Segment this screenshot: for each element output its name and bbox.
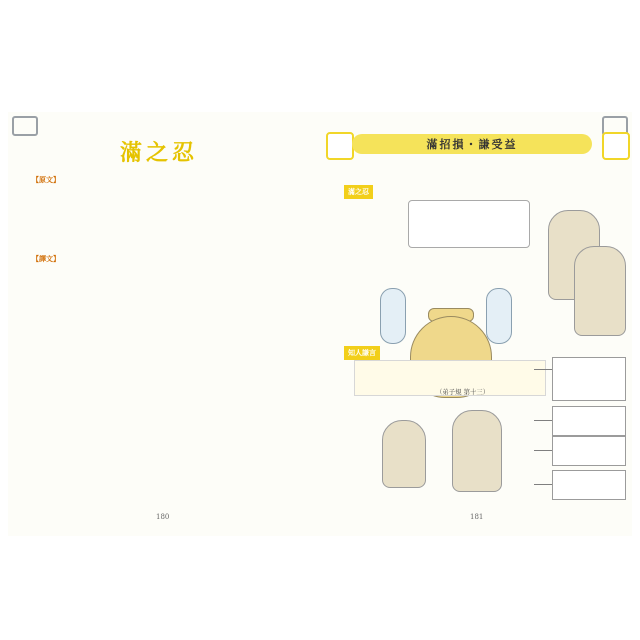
callout-line: [534, 369, 552, 370]
right-page: [320, 112, 632, 536]
figure-icon: [574, 246, 626, 336]
banner-ornament-icon: [326, 132, 354, 160]
figure-icon: [382, 420, 426, 488]
illustration-scene-2: [354, 402, 534, 504]
callout-box: [552, 436, 626, 466]
theme-banner: [352, 134, 592, 154]
callout-box: [552, 357, 626, 401]
illustration-scene: [342, 194, 612, 342]
section-label: 知人謙言: [344, 346, 380, 360]
quote-source: （弟子規 第十三）: [436, 388, 490, 396]
scene-label: 滿之忍: [344, 185, 373, 199]
callout-line: [534, 420, 552, 421]
banner-title: 滿招損・謙受益: [426, 138, 518, 151]
callout-box: [552, 406, 626, 436]
callout-line: [534, 484, 552, 485]
figure-icon: [452, 410, 502, 492]
speech-box: [408, 200, 530, 248]
callout-box: [552, 470, 626, 500]
book-spread: [8, 112, 632, 536]
water-stream-icon: [486, 288, 512, 344]
right-page-number: 181: [470, 513, 484, 521]
left-page-number: 180: [156, 513, 170, 521]
section-tag-2: 【譯文】: [32, 254, 60, 263]
left-page: [8, 112, 321, 536]
banner-ornament-icon: [602, 132, 630, 160]
corner-ornament-icon: [12, 116, 38, 136]
section-tag-1: 【原文】: [32, 175, 60, 184]
water-stream-icon: [380, 288, 406, 344]
chapter-title: 滿之忍: [120, 140, 199, 166]
callout-line: [534, 450, 552, 451]
